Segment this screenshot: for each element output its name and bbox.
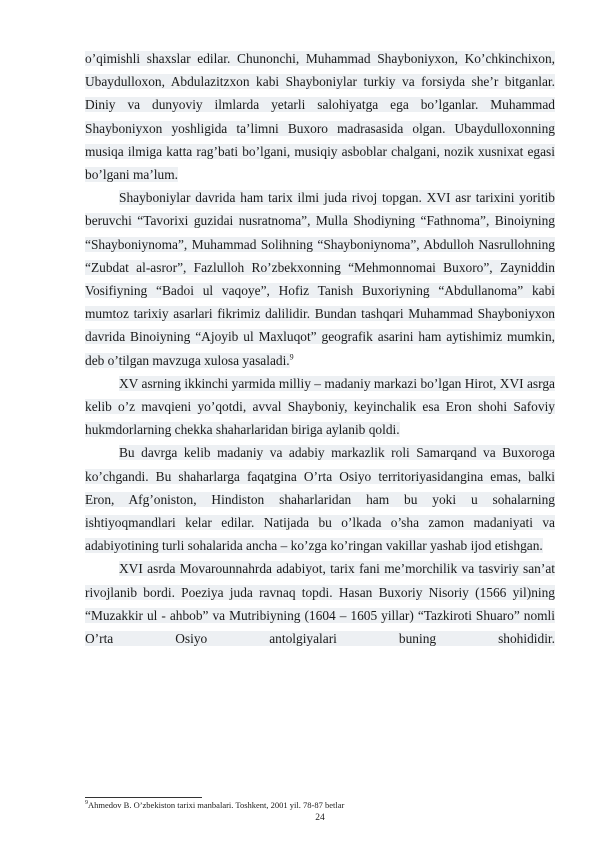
paragraph-4-text: Bu davrga kelib madaniy va adabiy markazlik roli Samarqand va Buxoroga ko’chgandi. Bu shaharlarga faqatgina O’rta Osiyo territoriyasidangina emas, balki Eron, Afg’oniston, Hindiston shaharlaridan ham bu yoki u sohalarning ishtiyoqmandlari kelar edilar. Natijada bu o’lkada o’sha zamon madaniyati va adabiyotining turli sohalarida ancha – ko’zga ko’ringan vakillar yashab ijod etishgan. [85,445,555,554]
paragraph-3-text: XV asrning ikkinchi yarmida milliy – madaniy markazi bo’lgan Hirot, XVI asrga kelib o’z mavqieni yo’qotdi, avval Shayboniy, keyinchalik esa Eron shohi Safoviy hukmdorlarning chekka shaharlaridan biriga aylanib qoldi. [85,375,555,438]
paragraph-1 [85,47,555,186]
page-body [85,47,555,650]
paragraph-4 [85,441,555,557]
paragraph-5 [85,557,555,650]
footnote-mark: 9 [85,800,88,807]
footnote-reference[interactable]: 9 [289,352,294,362]
footnote-separator [85,797,202,798]
footnote [85,800,344,811]
footnote-text: Ahmedov B. O’zbekiston tarixi manbalari. Toshkent, 2001 yil. 78-87 betlar [88,800,345,810]
page-number: 24 [315,813,325,823]
paragraph-1-text: o’qimishli shaxslar edilar. Chunonchi, Muhammad Shayboniyxon, Ko’chkinchixon, Ubaydulloxon, Abdulazitzxon kabi Shayboniylar turkiy va forsiyda she’r bitganlar. Diniy va dunyoviy ilmlarda yetarli salohiyatga ega bo’lganlar. Muhammad Shayboniyxon yoshligida ta’limni Buxoro madrasasida olgan. Ubaydulloxonning musiqa ilmiga katta rag’bati bo’lgani, musiqiy asboblar chalgani, nozik xusnixat egasi bo’lgani ma’lum. [85,51,555,183]
paragraph-5-text: XVI asrda Movarounnahrda adabiyot, tarix fani me’morchilik va tasviriy san’at rivojlanib bordi. Poeziya juda ravnaq topdi. Hasan Buxoriy Nisoriy (1566 yil)ning “Muzakkir ul - ahbob” va Mutribiyning (1604 – 1605 yillar) “Tazkiroti Shuaro” nomli O’rta Osiyo antolgiyalari buning shohididir. [85,561,555,647]
paragraph-2-text: Shayboniylar davrida ham tarix ilmi juda rivoj topgan. XVI asr tarixini yoritib beruvchi “Tavorixi guzidai nusratnoma”, Mulla Shodiyning “Fathnoma”, Binoiyning “Shayboniynoma”, Muhammad Solihning “Shayboniynoma”, Abdulloh Nasrullohning “Zubdat al-asror”, Fazlulloh Ro’zbekxonning “Mehmonnomai Buxoro”, Zayniddin Vosifiyning “Badoi ul vaqoye”, Hofiz Tanish Buxoriyning “Abdullanoma” kabi mumtoz tarixiy asarlari fikrimiz dalilidir. Bundan tashqari Muhammad Shayboniyxon davrida Binoiyning “Ajoyib ul Maxluqot” geografik asarini ham aytishimiz mumkin, deb o’tilgan mavzuga xulosa yasaladi. [85,190,555,368]
paragraph-2 [85,186,555,372]
paragraph-3 [85,372,555,442]
